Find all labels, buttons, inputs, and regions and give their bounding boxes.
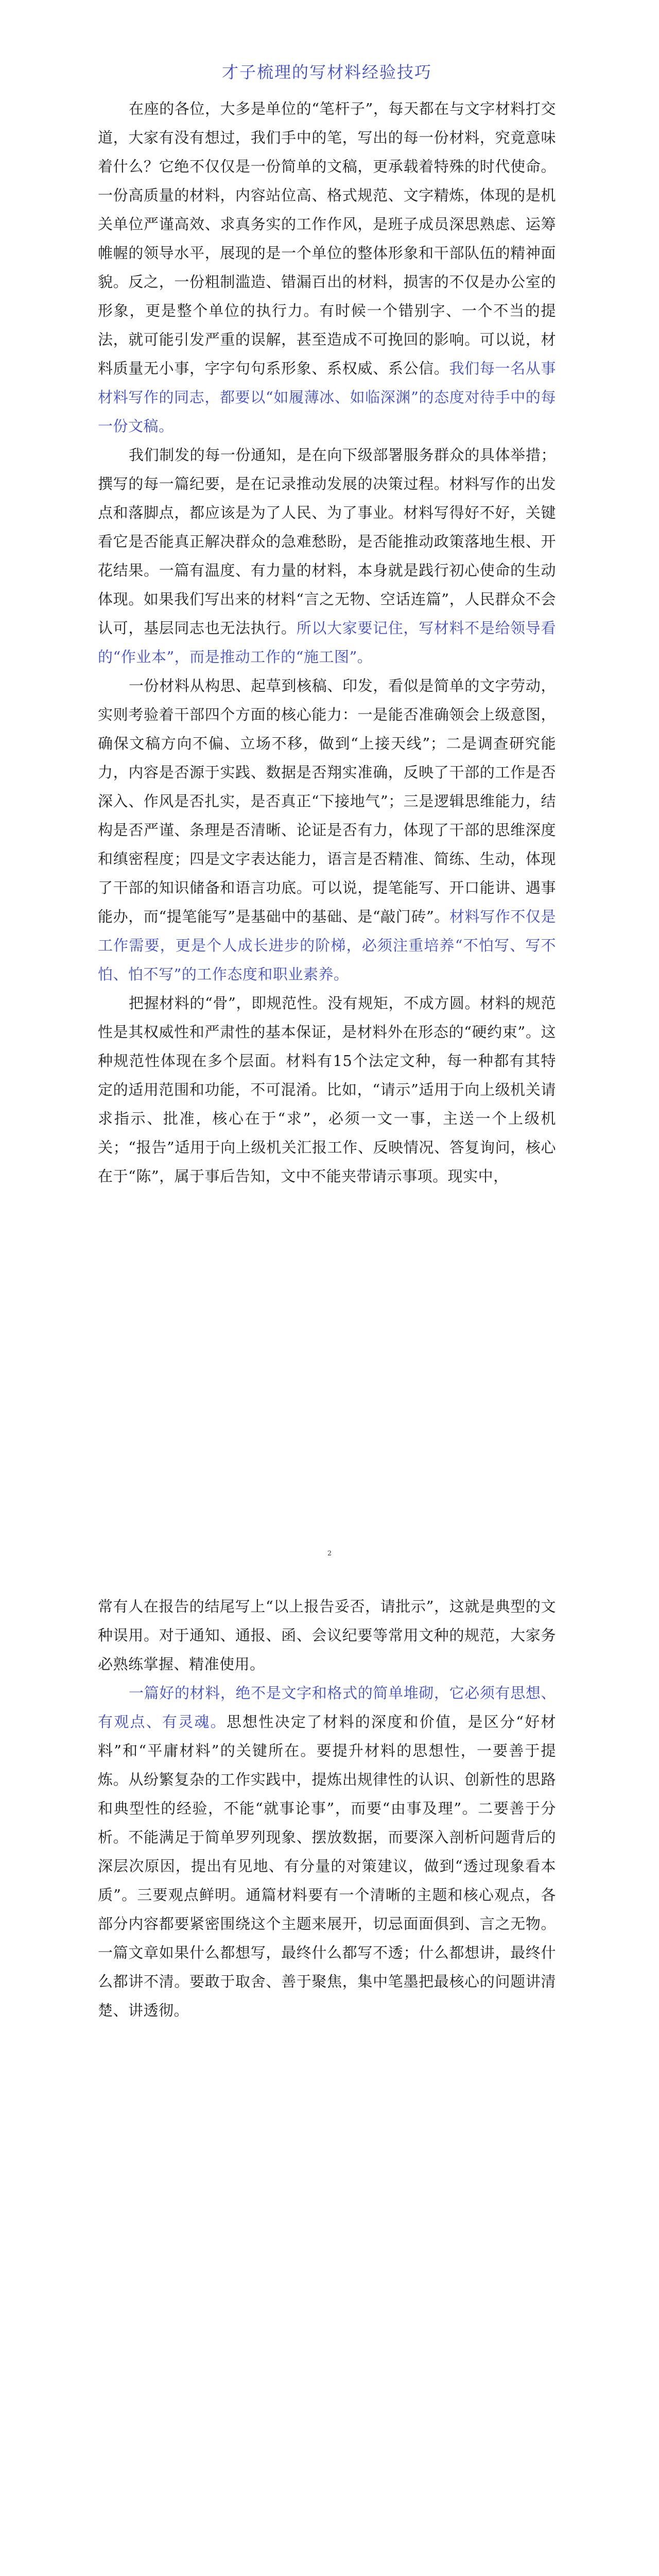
document-page-3 [0,1561,659,2477]
highlighted-sentence: 材料写作不仅是工作需要，更是个人成长进步的阶梯，必须注重培养“不怕写、写不怕、怕不写”的工作态度和职业素养。 [98,908,556,983]
paragraph-4 [98,989,556,1191]
paragraph-text: 常有人在报告的结尾写上“以上报告妥否，请批示”，这就是典型的文种误用。对于通知、通报、函、会议纪要等常用文种的规范，大家务必熟练掌握、精准使用。 [98,1598,556,1673]
document-title: 才子梳理的写材料经验技巧 [221,62,432,82]
page-content [98,59,556,1191]
paragraph-2 [98,440,556,671]
page-content [98,1592,556,2025]
paragraph-text: 思想性决定了材料的深度和价值，是区分“好材料”和“平庸材料”的关键所在。要提升材料的思想性，一要善于提炼。从纷繁复杂的工作实践中，提炼出规律性的认识、创新性的思路和典型性的经验，不能“就事论事”，而要“由事及理”。二要善于分析。不能满足于简单罗列现象、摆放数据，而要深入剖析问题背后的深层次原因，提出有见地、有分量的对策建议，做到“透过现象看本质”。三要观点鲜明。通篇材料要有一个清晰的主题和核心观点，各部分内容都要紧密围绕这个主题来展开，切忌面面俱到、言之无物。一篇文章如果什么都想写，最终什么都写不透；什么都想讲，最终什么都讲不清。要敢于取舍、善于聚焦，集中笔墨把最核心的问题讲清楚、讲透彻。 [98,1713,556,2019]
paragraph-text: 把握材料的“骨”，即规范性。没有规矩，不成方圆。材料的规范性是其权威性和严肃性的基本保证，是材料外在形态的“硬约束”。这种规范性体现在多个层面。材料有15个法定文种，每一种都有其特定的适用范围和功能，不可混淆。比如，“请示”适用于向上级机关请求指示、批准，核心在于“求”，必须一文一事，主送一个上级机关；“报告”适用于向上级机关汇报工作、反映情况、答复询问，核心在于“陈”，属于事后告知，文中不能夹带请示事项。现实中， [98,994,556,1185]
paragraph-5 [98,1679,556,2025]
highlighted-sentence: 我们每一名从事材料写作的同志，都要以“如履薄冰、如临深渊”的态度对待手中的每一份文稿。 [98,360,556,435]
paragraph-1 [98,94,556,440]
page-number: 2 [327,1550,332,1557]
highlighted-sentence: 一篇好的材料，绝不是文字和格式的简单堆砌，它必须有思想、有观点、有灵魂。 [98,1684,556,1731]
paragraph-text: 我们制发的每一份通知，是在向下级部署服务群众的具体举措；撰写的每一篇纪要，是在记录推动发展的决策过程。材料写作的出发点和落脚点，都应该是为了人民、为了事业。材料写得好不好，关键看它是否能真正解决群众的急难愁盼，是否能推动政策落地生根、开花结果。一篇有温度、有力量的材料，本身就是践行初心使命的生动体现。如果我们写出来的材料“言之无物、空话连篇”，人民群众不会认可，基层同志也无法执行。 [98,446,556,637]
paragraph-text: 在座的各位，大多是单位的“笔杆子”，每天都在与文字材料打交道，大家有没有想过，我们手中的笔，写出的每一份材料，究竟意味着什么？它绝不仅仅是一份简单的文稿，更承载着特殊的时代使命。一份高质量的材料，内容站位高、格式规范、文字精炼，体现的是机关单位严谨高效、求真务实的工作作风，是班子成员深思熟虑、运筹帷幄的领导水平，展现的是一个单位的整体形象和干部队伍的精神面貌。反之，一份粗制滥造、错漏百出的材料，损害的不仅是办公室的形象，更是整个单位的执行力。有时候一个错别字、一个不当的提法，就可能引发严重的误解，甚至造成不可挽回的影响。可以说，材料质量无小事，字字句句系形象、系权威、系公信。 [98,100,556,377]
paragraph-text: 一份材料从构思、起草到核稿、印发，看似是简单的文字劳动，实则考验着干部四个方面的核心能力：一是能否准确领会上级意图，确保文稿方向不偏、立场不移，做到“上接天线”；二是调查研究能力，内容是否源于实践、数据是否翔实准确，反映了干部的工作是否深入、作风是否扎实，是否真正“下接地气”；三是逻辑思维能力，结构是否严谨、条理是否清晰、论证是否有力，体现了干部的思维深度和缜密程度；四是文字表达能力，语言是否精准、简练、生动，体现了干部的知识储备和语言功底。可以说，提笔能写、开口能讲、遇事能办，而“提笔能写”是基础中的基础、是“敲门砖”。 [98,677,556,925]
paragraph-3 [98,671,556,989]
paragraph-continued [98,1592,556,1679]
highlighted-sentence: 所以大家要记住，写材料不是给领导看的“作业本”，而是推动工作的“施工图”。 [98,619,556,666]
